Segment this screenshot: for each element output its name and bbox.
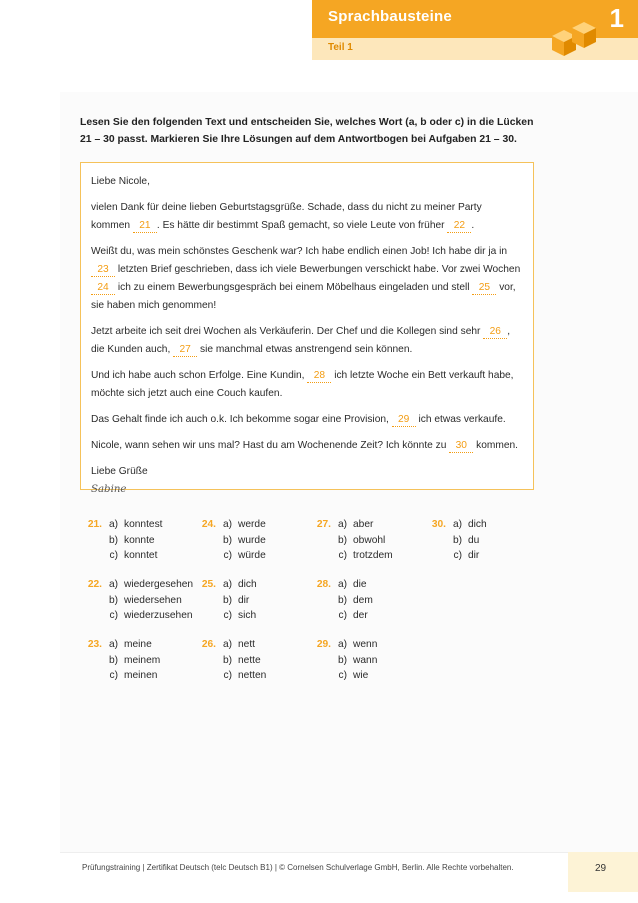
option[interactable]: b) du (452, 534, 480, 546)
gap-26[interactable]: 26 (483, 326, 507, 339)
cubes-icon (542, 18, 602, 58)
option[interactable]: b) wiedersehen (108, 594, 182, 606)
option[interactable]: a) dich (222, 579, 257, 590)
letter-signature: Sabine (91, 484, 127, 495)
option[interactable]: b) dem (337, 594, 373, 606)
section-subtitle: Teil 1 (328, 42, 353, 53)
gap-29[interactable]: 29 (392, 414, 416, 427)
option[interactable]: a) wenn (337, 639, 378, 650)
option[interactable]: c) trotzdem (338, 550, 393, 561)
letter-paragraph: Jetzt arbeite ich seit drei Wochen als Verkäuferin. Der Chef und die Kollegen sind sehr 26 , die Kunden auch, 27 sie manchmal etwas anstrengend sein können. (91, 326, 511, 355)
option[interactable]: c) würde (223, 550, 266, 561)
task-instructions: Lesen Sie den folgenden Text und entscheiden Sie, welches Wort (a, b oder c) in die Lücken 21 – 30 passt. Markieren Sie Ihre Lösungen auf dem Antwortbogen bei Aufgaben 21 – 30. (80, 117, 534, 145)
option[interactable]: a) werde (222, 519, 266, 530)
option[interactable]: b) konnte (108, 534, 155, 546)
option[interactable]: a) konntest (108, 519, 163, 530)
gap-28[interactable]: 28 (307, 370, 331, 383)
option[interactable]: c) der (338, 610, 368, 621)
footer-text: Prüfungstraining | Zertifikat Deutsch (telc Deutsch B1) | © Cornelsen Schulverlage GmbH, Berlin. Alle Rechte vorbehalten. (82, 863, 514, 872)
gap-24[interactable]: 24 (91, 282, 115, 295)
option[interactable]: b) meinem (108, 654, 161, 666)
option[interactable]: c) meinen (109, 670, 158, 681)
gap-21[interactable]: 21 (133, 220, 157, 233)
option[interactable]: c) konntet (109, 550, 158, 561)
letter-paragraph: Nicole, wann sehen wir uns mal? Hast du am Wochenende Zeit? Ich könnte zu 30 kommen. (91, 440, 518, 451)
option[interactable]: b) nette (222, 654, 261, 666)
letter-box (80, 162, 534, 495)
letter-text (91, 173, 521, 499)
letter-paragraph: Und ich habe auch schon Erfolge. Eine Kundin, 28 ich letzte Woche ein Bett verkauft habe, möchte sich jetzt auch eine Couch kaufen. (91, 370, 514, 399)
option[interactable]: b) wurde (222, 534, 266, 546)
option[interactable]: b) dir (222, 594, 250, 606)
option[interactable]: c) wiederzusehen (109, 610, 193, 621)
gap-22[interactable]: 22 (447, 220, 471, 233)
letter-greeting: Liebe Nicole, (91, 176, 150, 187)
letter-paragraph: Weißt du, was mein schönstes Geschenk war? Ich habe endlich einen Job! Ich habe dir ja in 23 letzten Brief geschrieben, dass ich viele Bewerbungen verschickt habe. Vor zwei Wochen 24 ich zu einem Bewerbungsgespräch bei einem Möbelhaus eingeladen und stell 25 vor, sie haben mich genommen! (91, 246, 521, 311)
option[interactable]: b) wann (337, 654, 378, 666)
answer-options: 21. a) konntest b) konnte c) konntet 22. a) wiedergesehen b) wiedersehen c) wiederzusehen 23. a) meine b) meinem c) meinen 24. a) werde b) wurde c) würde 25. a) dich b) dir c) sich 26. a) nett b) nette c) netten 27. a) aber b) obwohl c) trotzdem 28. a) die b) dem c) der 29. a) wenn b) wann c) wie 30. a) dich b) du c) dir (80, 517, 540, 687)
option[interactable]: b) obwohl (337, 534, 386, 546)
letter-paragraph: vielen Dank für deine lieben Geburtstagsgrüße. Schade, dass du nicht zu meiner Party kommen 21 . Es hätte dir bestimmt Spaß gemacht, so viele Leute von früher 22 . (91, 202, 482, 231)
chapter-number: 1 (609, 3, 624, 33)
option[interactable]: c) dir (453, 550, 480, 561)
page-number: 29 (595, 863, 607, 874)
option[interactable]: a) die (337, 579, 367, 590)
gap-23[interactable]: 23 (91, 264, 115, 277)
section-title: Sprachbausteine (328, 8, 452, 25)
option[interactable]: a) dich (452, 519, 487, 530)
option[interactable]: a) nett (222, 639, 255, 650)
option[interactable]: c) netten (223, 670, 267, 681)
option[interactable]: a) wiedergesehen (108, 579, 194, 590)
letter-paragraph: Das Gehalt finde ich auch o.k. Ich bekomme sogar eine Provision, 29 ich etwas verkaufe. (91, 414, 506, 425)
option[interactable]: c) sich (223, 610, 257, 621)
gap-30[interactable]: 30 (449, 440, 473, 453)
option[interactable]: c) wie (338, 670, 369, 681)
letter-closing: Liebe Grüße (91, 466, 148, 477)
footer-divider (60, 852, 568, 853)
section-banner (312, 0, 638, 60)
option[interactable]: a) meine (108, 639, 152, 650)
gap-27[interactable]: 27 (173, 344, 197, 357)
gap-25[interactable]: 25 (472, 282, 496, 295)
option[interactable]: a) aber (337, 519, 374, 530)
